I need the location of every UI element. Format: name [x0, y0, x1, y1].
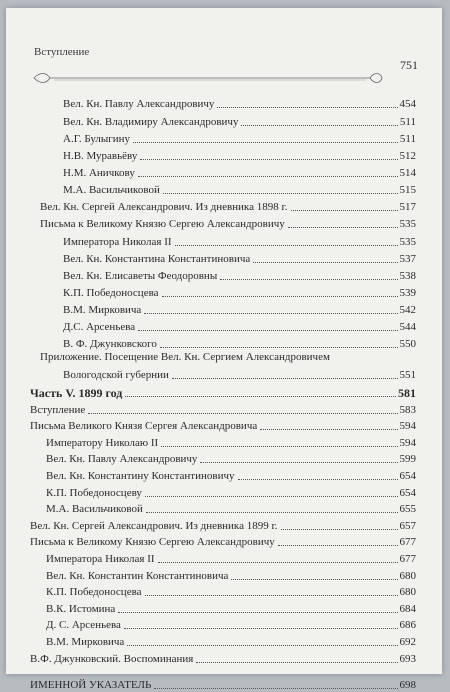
toc-entry: Императора Николая II 677 — [46, 553, 416, 565]
ornamental-rule-icon — [30, 71, 386, 85]
toc-entry: ИМЕННОЙ УКАЗАТЕЛЬ 698 — [30, 679, 416, 691]
toc-entry: Вел. Кн. Константина Константиновича 537 — [63, 253, 416, 265]
toc-part-heading: Часть V. 1899 год 581 — [30, 386, 416, 400]
book-page — [6, 8, 442, 691]
toc-entry: В.М. Мирковича 692 — [46, 636, 416, 648]
toc-entry-line: Приложение. Посещение Вел. Кн. Сергием Александровичем — [40, 351, 330, 363]
toc-entry: Письма Великого Князя Сергея Александровича 594 — [30, 420, 416, 432]
toc-entry: Вел. Кн. Сергей Александрович. Из дневника 1898 г. 517 — [40, 201, 416, 213]
toc-entry: Вел. Кн. Владимиру Александровичу 511 — [63, 116, 416, 128]
toc-entry: К.П. Победоносцева 680 — [46, 586, 416, 598]
toc-entry: А.Г. Булыгину 511 — [63, 133, 416, 145]
running-header-title: Вступление — [34, 46, 90, 58]
toc-entry: Вел. Кн. Павлу Александровичу 454 — [63, 98, 416, 110]
toc-entry: К.П. Победоносцеву 654 — [46, 487, 416, 499]
toc-entry: Письма к Великому Князю Сергею Александровичу 535 — [40, 218, 416, 230]
toc-entry: Вел. Кн. Константину Константиновичу 654 — [46, 470, 416, 482]
toc-entry: Д.С. Арсеньева 544 — [63, 321, 416, 333]
toc-entry: Императора Николая II 535 — [63, 236, 416, 248]
toc-entry: В.Ф. Джунковский. Воспоминания 693 — [30, 653, 416, 665]
toc-entry: Вел. Кн. Елисаветы Феодоровны 538 — [63, 270, 416, 282]
toc-entry: Вологодской губернии 551 — [63, 369, 416, 381]
toc-entry: Н.В. Муравьёву 512 — [63, 150, 416, 162]
toc-entry: Н.М. Аничкову 514 — [63, 167, 416, 179]
page-number: 751 — [400, 58, 418, 72]
toc-entry: М.А. Васильчиковой 655 — [46, 503, 416, 515]
toc-entry: М.А. Васильчиковой 515 — [63, 184, 416, 196]
toc-entry: Императору Николаю II 594 — [46, 437, 416, 449]
toc-entry: В.М. Мирковича 542 — [63, 304, 416, 316]
toc-entry: К.П. Победоносцева 539 — [63, 287, 416, 299]
toc-entry: Д. С. Арсеньева 686 — [46, 619, 416, 631]
toc-entry: В.К. Истомина 684 — [46, 603, 416, 615]
toc-entry: В. Ф. Джунковского 550 — [63, 338, 416, 350]
toc-entry: Вел. Кн. Павлу Александровичу 599 — [46, 453, 416, 465]
toc-entry: Вел. Кн. Сергей Александрович. Из дневника 1899 г. 657 — [30, 520, 416, 532]
toc-entry: Вел. Кн. Константин Константиновича 680 — [46, 570, 416, 582]
toc-entry: Письма к Великому Князю Сергею Александровичу 677 — [30, 536, 416, 548]
toc-entry: Вступление 583 — [30, 404, 416, 416]
